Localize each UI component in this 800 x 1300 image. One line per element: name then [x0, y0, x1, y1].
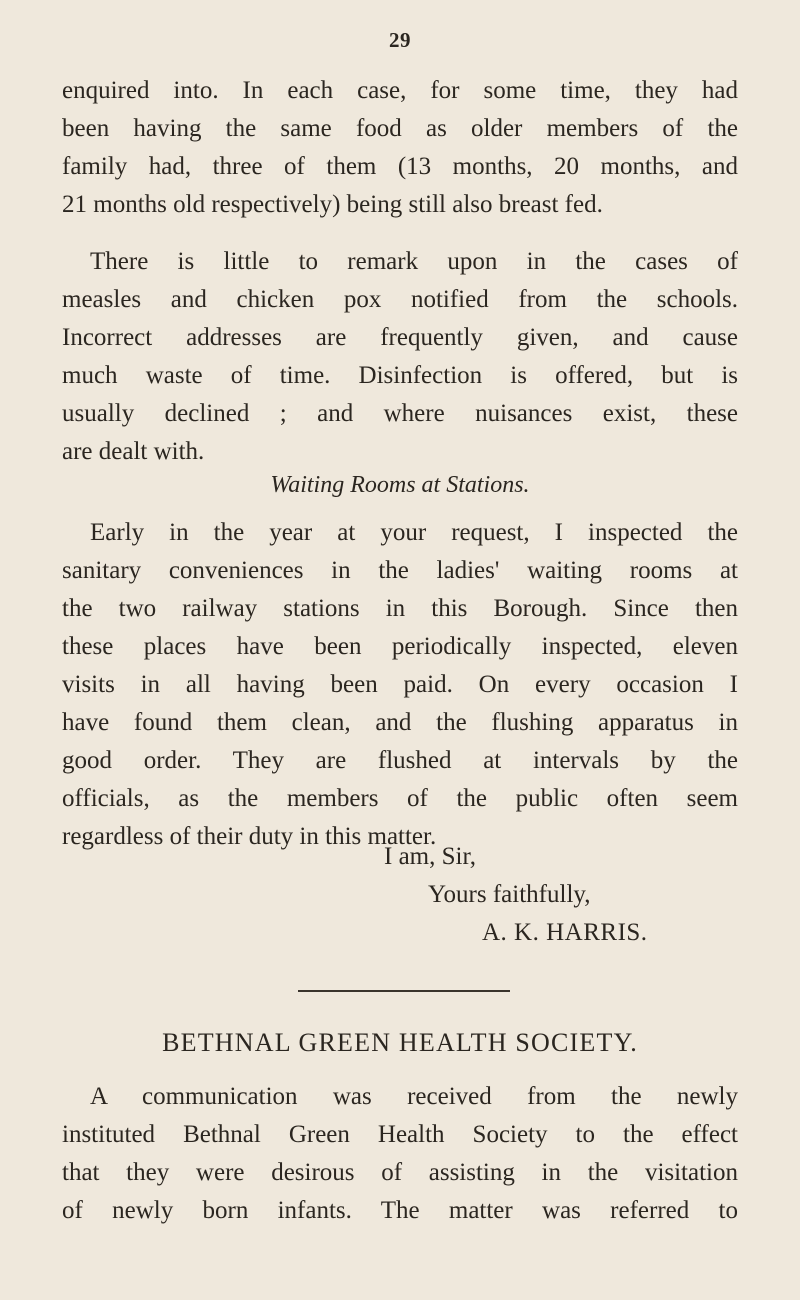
text-line: measles and chicken pox notified from the schools.	[62, 286, 738, 313]
text-line: regardless of their duty in this matter.	[62, 823, 437, 850]
text-line: much waste of time. Disinfection is offered, but is	[62, 362, 738, 389]
text-line: family had, three of them (13 months, 20 months, and	[62, 153, 738, 180]
text-line: these places have been periodically inspected, eleven	[62, 633, 738, 660]
page-number: 29	[389, 28, 411, 52]
section-heading: BETHNAL GREEN HEALTH SOCIETY.	[162, 1028, 638, 1057]
text-line: officials, as the members of the public often seem	[62, 785, 738, 812]
section-divider	[298, 990, 510, 992]
text-line: that they were desirous of assisting in the visitation	[62, 1159, 738, 1186]
text-line: Early in the year at your request, I inspected the	[90, 519, 738, 546]
text-line: Incorrect addresses are frequently given, and cause	[62, 324, 738, 351]
text-line: A communication was received from the newly	[90, 1083, 738, 1110]
letter-signature: A. K. HARRIS.	[482, 919, 648, 946]
text-line: enquired into. In each case, for some time, they had	[62, 77, 738, 104]
text-line: There is little to remark upon in the cases of	[90, 248, 738, 275]
subheading-waiting-rooms: Waiting Rooms at Stations.	[270, 472, 530, 498]
text-line: have found them clean, and the flushing apparatus in	[62, 709, 738, 736]
text-line: sanitary conveniences in the ladies' waiting rooms at	[62, 557, 738, 584]
text-line: the two railway stations in this Borough. Since then	[62, 595, 738, 622]
text-line: of newly born infants. The matter was referred to	[62, 1197, 738, 1224]
text-line: visits in all having been paid. On every occasion I	[62, 671, 738, 698]
text-line: usually declined ; and where nuisances exist, these	[62, 400, 738, 427]
letter-valediction: Yours faithfully,	[428, 881, 591, 908]
text-line: good order. They are flushed at intervals by the	[62, 747, 738, 774]
text-line: been having the same food as older members of the	[62, 115, 738, 142]
text-line: instituted Bethnal Green Health Society to the effect	[62, 1121, 738, 1148]
letter-salutation: I am, Sir,	[384, 843, 477, 870]
text-line: are dealt with.	[62, 438, 205, 465]
text-line: 21 months old respectively) being still also breast fed.	[62, 191, 603, 218]
